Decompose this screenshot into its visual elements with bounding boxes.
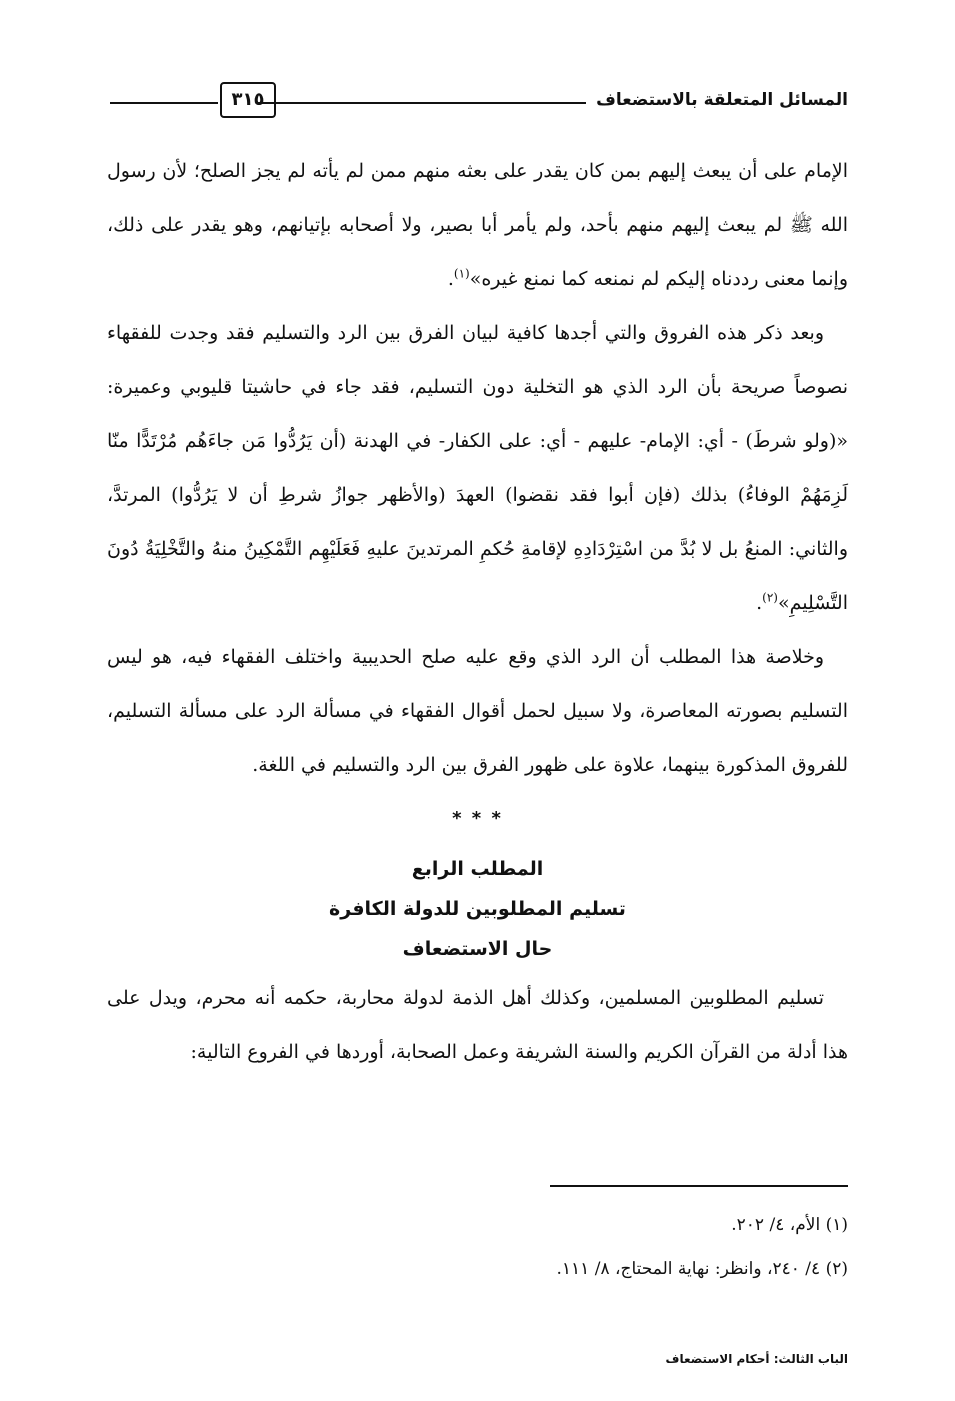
closing-paragraph: تسليم المطلوبين المسلمين، وكذلك أهل الذمة لدولة محاربة، حكمه أنه محرم، ويدل على هذا أدلة من القرآن الكريم والسنة الشريفة وعمل الصحابة، أوردها في الفروع التالية:	[107, 987, 848, 1063]
section-separator: * * *	[452, 808, 503, 829]
page-number: ٣١٥	[220, 82, 276, 118]
header-rule-left	[110, 102, 218, 104]
section-subtitle: حال الاستضعاف	[402, 938, 553, 960]
paragraph-2	[107, 306, 848, 630]
paragraph-1-tail: .	[447, 268, 454, 290]
section-label: المطلب الرابع	[411, 858, 544, 880]
footnote-2: (٢) ٤/ ٢٤٠، وانظر: نهاية المحتاج، ٨/ ١١١.	[556, 1259, 848, 1279]
page-header	[110, 82, 848, 122]
footnote-1: (١) الأم، ٤/ ٢٠٢.	[731, 1215, 848, 1235]
paragraph-2-text: وبعد ذكر هذه الفروق والتي أجدها كافية لبيان الفرق بين الرد والتسليم فقد وجدت للفقهاء نصوصاً صريحة بأن الرد الذي هو التخلية دون التسليم، فقد جاء في حاشيتا قليوبي وعميرة: «(ولو شرطَ) - أي: الإمام- عليهم - أي: على الكفار- في الهدنة (أن يَرُدُّوا مَن جاءَهُم مُرْتَدًّا منّا لَزِمَهُمْ الوفاءُ) بذلك (فإن أبوا فقد نقضوا) العهدَ (والأظهر جوازُ شرطِ أن لا يَرُدُّوا) المرتدَّ، والثاني: المنعُ بل لا بُدَّ من اسْتِرْدَادِهِ لإقامةِ حُكمِ المرتدينَ عليهِ فَعَلَيْهِم التَّمْكِينُ منهُ والتَّخْلِيَةُ دُونَ التَّسْلِيمِ»	[107, 322, 848, 614]
footnote-ref-1: (١)	[453, 266, 470, 281]
running-title: المسائل المتعلقة بالاستضعاف	[596, 90, 848, 110]
paragraph-1	[107, 144, 848, 306]
header-rule-right	[256, 102, 586, 104]
page-footer: الباب الثالث: أحكام الاستضعاف	[665, 1352, 848, 1366]
paragraph-3-text: وخلاصة هذا المطلب أن الرد الذي وقع عليه صلح الحديبية واختلف الفقهاء فيه، هو ليس التسليم بصورته المعاصرة، ولا سبيل لحمل أقوال الفقهاء في مسألة الرد على مسألة التسليم، للفروق المذكورة بينهما، علاوة على ظهور الفرق بين الرد والتسليم في اللغة.	[107, 646, 848, 776]
footnote-divider	[550, 1185, 848, 1187]
paragraph-2-tail: .	[756, 592, 763, 614]
footnotes	[107, 1208, 848, 1296]
footnote-ref-2: (٢)	[762, 590, 778, 605]
section-title: تسليم المطلوبين للدولة الكافرة	[329, 898, 626, 920]
main-text	[107, 144, 848, 1079]
paragraph-1-text: الإمام على أن يبعث إليهم بمن كان يقدر على بعثه منهم ممن لم يأته لم يجز الصلح؛ لأن رسول الله ﷺ لم يبعث إليهم منهم بأحد، ولم يأمر أبا بصير، ولا أصحابه بإتيانهم، وهو يقدر على ذلك، وإنما معنى رددناه إليكم لم نمنعه كما نمنع غيره»	[107, 160, 848, 290]
section-heading	[107, 849, 848, 969]
paragraph-3	[107, 630, 848, 792]
